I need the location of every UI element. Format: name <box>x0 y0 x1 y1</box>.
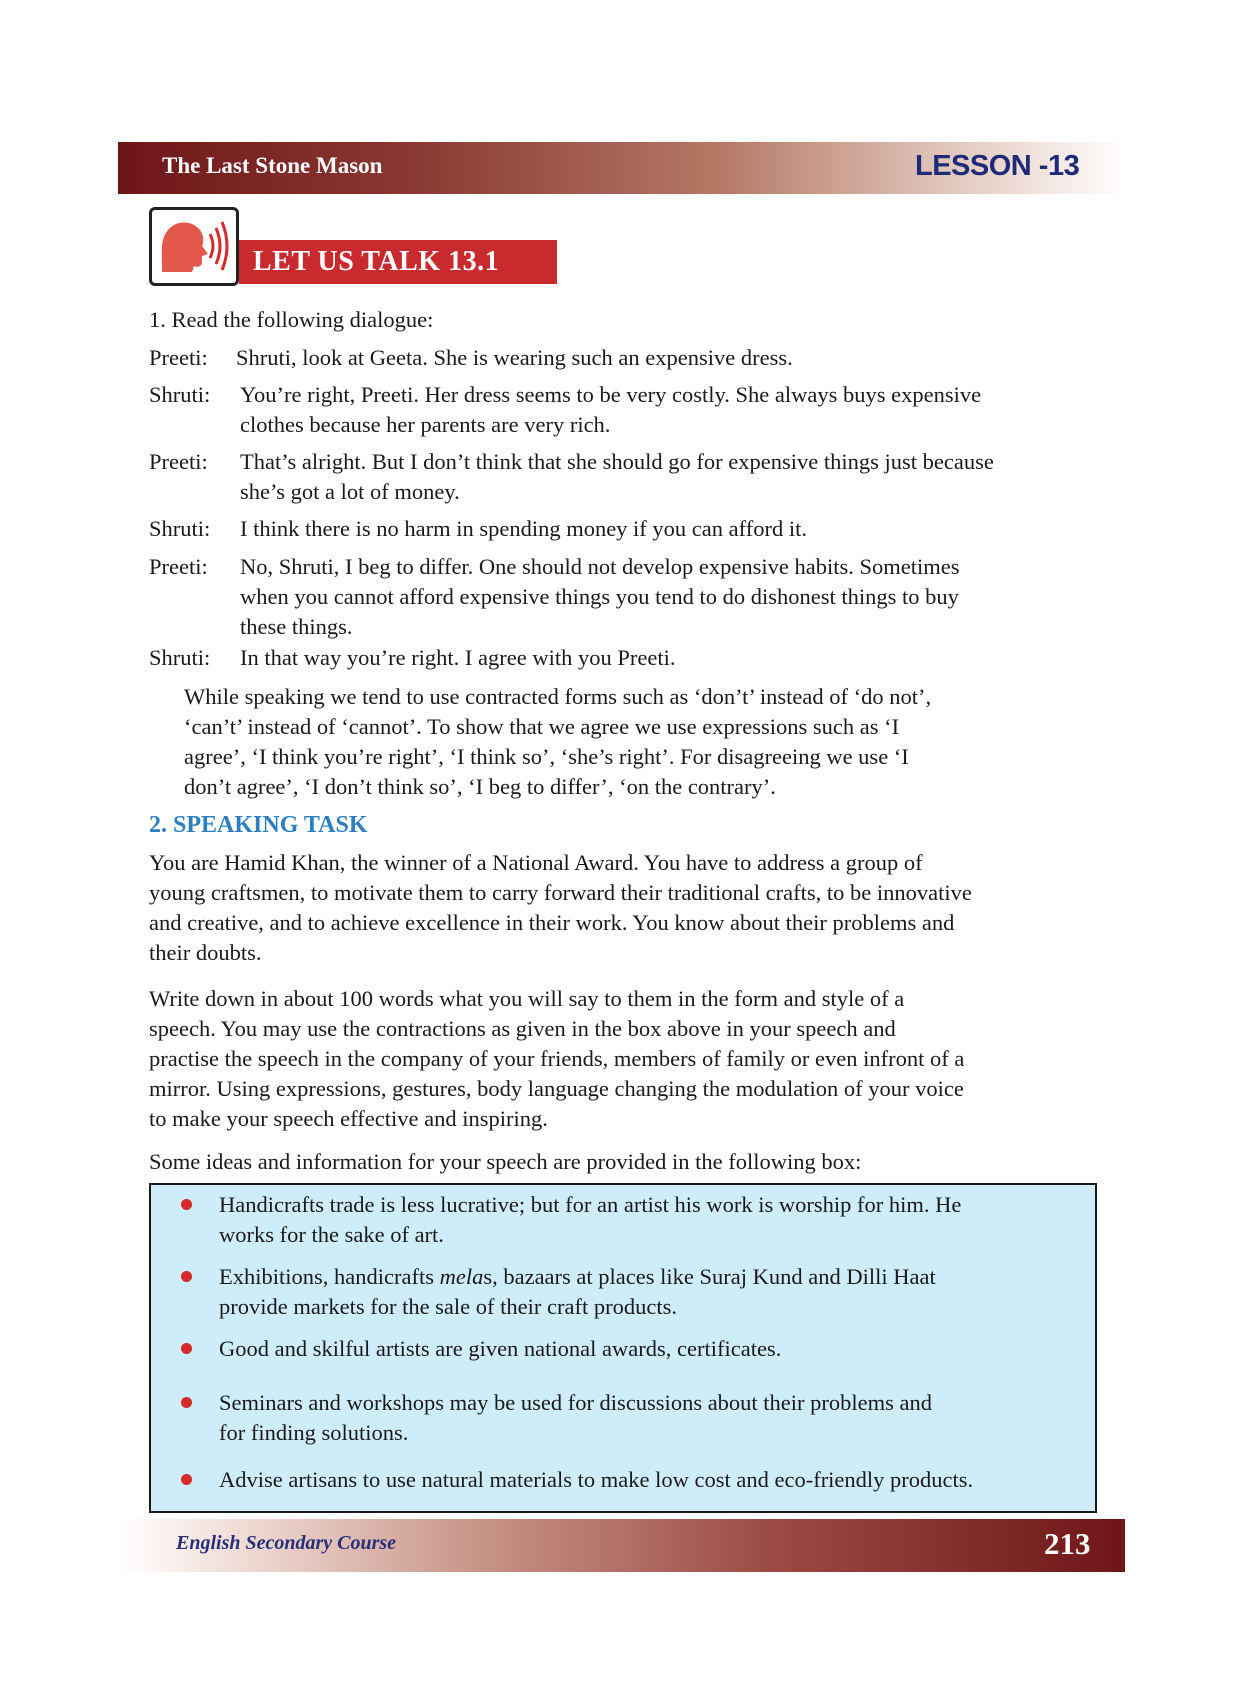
bullet-icon <box>181 1271 192 1282</box>
page-number: 213 <box>1044 1526 1091 1561</box>
section-heading: LET US TALK 13.1 <box>253 246 500 277</box>
note-line: don’t agree’, ‘I don’t think so’, ‘I beg to differ’, ‘on the contrary’. <box>184 774 776 799</box>
dialogue-text: You’re right, Preeti. Her dress seems to be very costly. She always buys expensive <box>240 382 982 407</box>
idea-line <box>219 1262 936 1292</box>
idea-line: Seminars and workshops may be used for discussions about their problems and <box>219 1390 933 1415</box>
paragraph-line: to make your speech effective and inspiring. <box>149 1106 548 1131</box>
section-banner <box>239 240 557 284</box>
paragraph-line: practise the speech in the company of your friends, members of family or even infront of a <box>149 1046 965 1071</box>
paragraph-line: Write down in about 100 words what you will say to them in the form and style of a <box>149 986 905 1011</box>
speaker-label: Shruti: <box>149 516 211 541</box>
idea-line: provide markets for the sale of their craft products. <box>219 1294 677 1319</box>
paragraph-line: young craftsmen, to motivate them to carry forward their traditional crafts, to be innovative <box>149 880 972 905</box>
dialogue-text: Shruti, look at Geeta. She is wearing such an expensive dress. <box>236 345 793 370</box>
note-line: agree’, ‘I think you’re right’, ‘I think so’, ‘she’s right’. For disagreeing we use ‘I <box>184 744 909 769</box>
idea-italic: mela <box>439 1264 484 1289</box>
idea-line: Handicrafts trade is less lucrative; but for an artist his work is worship for him. He <box>219 1192 962 1217</box>
idea-line: Advise artisans to use natural materials to make low cost and eco-friendly products. <box>219 1467 974 1492</box>
speaker-label: Preeti: <box>149 345 208 370</box>
dialogue-text: That’s alright. But I don’t think that she should go for expensive things just because <box>240 449 994 474</box>
paragraph-line: their doubts. <box>149 940 262 965</box>
dialogue-text: No, Shruti, I beg to differ. One should not develop expensive habits. Sometimes <box>240 554 960 579</box>
speaker-label: Shruti: <box>149 382 211 407</box>
speaker-label: Preeti: <box>149 554 208 579</box>
paragraph-line: You are Hamid Khan, the winner of a National Award. You have to address a group of <box>149 850 923 875</box>
course-name: English Secondary Course <box>176 1532 397 1554</box>
bullet-icon <box>181 1343 192 1354</box>
note-line: While speaking we tend to use contracted forms such as ‘don’t’ instead of ‘do not’, <box>184 684 932 709</box>
dialogue-text: I think there is no harm in spending money if you can afford it. <box>240 516 807 541</box>
dialogue-intro: 1. Read the following dialogue: <box>149 307 434 332</box>
paragraph-line: and creative, and to achieve excellence in their work. You know about their problems and <box>149 910 955 935</box>
note-line: ‘can’t’ instead of ‘cannot’. To show that we agree we use expressions such as ‘I <box>184 714 900 739</box>
paragraph-line: mirror. Using expressions, gestures, body language changing the modulation of your voice <box>149 1076 964 1101</box>
bullet-icon <box>181 1199 192 1210</box>
lesson-number: LESSON -13 <box>915 150 1080 182</box>
idea-line: works for the sake of art. <box>219 1222 444 1247</box>
dialogue-text: In that way you’re right. I agree with you Preeti. <box>240 645 676 670</box>
dialogue-text: these things. <box>240 614 353 639</box>
idea-text: Exhibitions, handicrafts <box>219 1264 440 1289</box>
speaker-label: Preeti: <box>149 449 208 474</box>
paragraph-line: speech. You may use the contractions as given in the box above in your speech and <box>149 1016 896 1041</box>
speaker-label: Shruti: <box>149 645 211 670</box>
idea-line: for finding solutions. <box>219 1420 409 1445</box>
idea-text: s, bazaars at places like Suraj Kund and Dilli Haat <box>483 1264 936 1289</box>
dialogue-text: clothes because her parents are very rich. <box>240 412 611 437</box>
dialogue-text: when you cannot afford expensive things you tend to do dishonest things to buy <box>240 584 959 609</box>
dialogue-text: she’s got a lot of money. <box>240 479 460 504</box>
speaking-head-icon <box>149 207 239 286</box>
task-paragraph-3: Some ideas and information for your speech are provided in the following box: <box>149 1149 862 1174</box>
chapter-title: The Last Stone Mason <box>162 153 383 178</box>
bullet-icon <box>181 1397 192 1408</box>
bullet-icon <box>181 1474 192 1485</box>
idea-line: Good and skilful artists are given national awards, certificates. <box>219 1336 782 1361</box>
speaking-task-heading: 2. SPEAKING TASK <box>149 812 368 838</box>
